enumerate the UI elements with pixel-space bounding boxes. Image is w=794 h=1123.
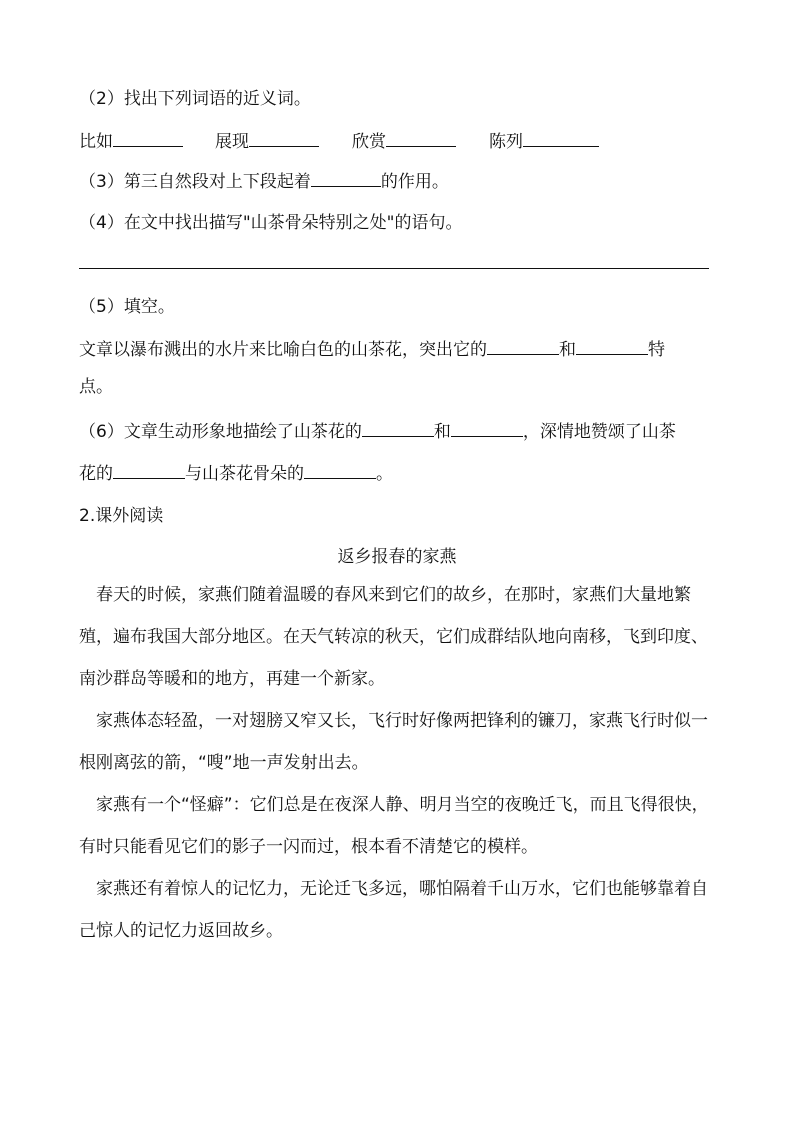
answer-blank[interactable] [304,462,376,479]
answer-blank[interactable] [523,130,599,147]
answer-blank[interactable] [113,130,183,147]
question-3-text: （3）第三自然段对上下段起着 [79,172,311,192]
question-5-text-end: 特 [648,340,665,360]
question-6-line-2 [79,462,393,485]
question-5-prompt: （5）填空。 [79,297,175,317]
question-4-prompt: （4）在文中找出描写"山茶骨朵特别之处"的语句。 [79,213,463,233]
question-6-text-end: 。 [376,464,393,484]
question-5-line-2: 点。 [79,377,113,397]
section-heading: 2.课外阅读 [79,506,164,526]
answer-blank[interactable] [249,130,319,147]
passage-paragraph: 春天的时候，家燕们随着温暖的春风来到它们的故乡，在那时，家燕们大量地繁殖，遍布我国大部分地区。在天气转凉的秋天，它们成群结队地向南移，飞到印度、南沙群岛等暖和的地方，再建一个新家。 [79,585,708,689]
question-6-text: （6）文章生动形象地描绘了山茶花的 [79,422,362,442]
answer-blank[interactable] [386,130,456,147]
synonym-word: 展现 [215,132,249,152]
synonym-word: 陈列 [489,132,523,152]
question-6-line-1 [79,420,676,443]
question-3-text-end: 的作用。 [380,172,449,192]
answer-line[interactable] [79,268,709,269]
question-6-connector: 和 [433,422,451,442]
answer-blank[interactable] [362,420,434,437]
question-5-text: 文章以瀑布溅出的水片来比喻白色的山茶花，突出它的 [79,340,487,360]
synonym-word: 欣赏 [352,132,386,152]
question-2-prompt: （2）找出下列词语的近义词。 [79,89,311,109]
answer-blank[interactable] [487,338,559,355]
question-6-text-mid: 与山茶花骨朵的 [185,464,304,484]
synonym-item [489,130,599,153]
answer-blank[interactable] [451,420,523,437]
synonym-row [79,130,599,153]
synonym-item [215,130,352,153]
synonym-word: 比如 [79,132,113,152]
question-6-text: 花的 [79,464,113,484]
passage-paragraph: 家燕体态轻盈，一对翅膀又窄又长，飞行时好像两把锋利的镰刀，家燕飞行时似一根刚离弦的箭，“嗖”地一声发射出去。 [79,711,708,773]
answer-blank[interactable] [576,338,648,355]
question-5-line-1 [79,338,665,361]
passage-paragraph: 家燕有一个“怪癖”：它们总是在夜深人静、明月当空的夜晚迁飞，而且飞得很快，有时只能看见它们的影子一闪而过，根本看不清楚它的模样。 [79,795,709,857]
answer-blank[interactable] [113,462,185,479]
passage-title: 返乡报春的家燕 [337,547,457,567]
question-6-text-mid: ，深情地赞颂了山茶 [522,422,676,442]
answer-blank[interactable] [311,170,381,187]
synonym-item [79,130,215,153]
question-3 [79,170,449,193]
question-5-connector: 和 [559,340,576,360]
passage-paragraph: 家燕还有着惊人的记忆力，无论迁飞多远，哪怕隔着千山万水，它们也能够靠着自己惊人的记忆力返回故乡。 [79,879,708,941]
synonym-item [352,130,489,153]
